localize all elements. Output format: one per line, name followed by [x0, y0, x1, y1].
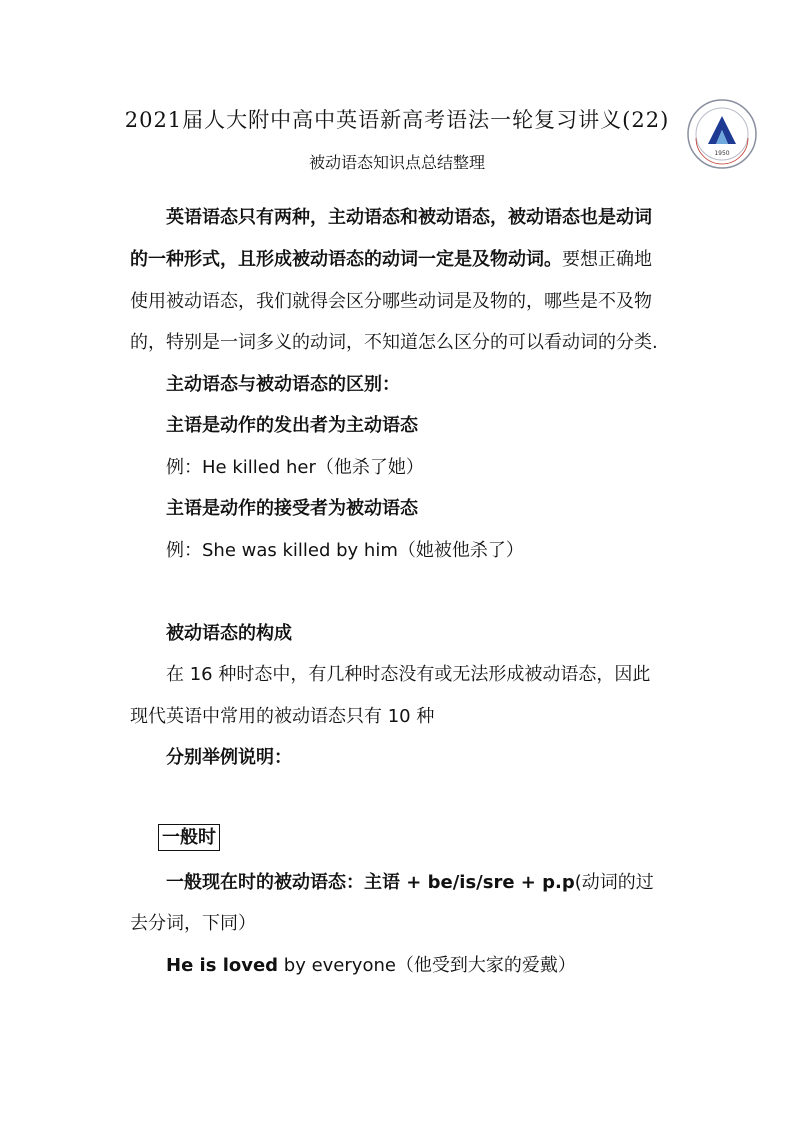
present-passive-example-rest: by everyone（他受到大家的爱戴） [278, 955, 576, 976]
present-passive-example-bold: He is loved [166, 955, 279, 976]
present-passive-rule-continued: 去分词，下同） [130, 913, 256, 934]
intro-line-4: 的，特别是一词多义的动词，不知道怎么区分的可以看动词的分类. [130, 332, 658, 353]
intro-line-2-rest: 要想正确地 [562, 249, 652, 270]
structure-line-1: 在 16 种时态中，有几种时态没有或无法形成被动语态，因此 [166, 664, 651, 685]
active-voice-example: 例：He killed her（他杀了她） [166, 457, 424, 478]
tense-label-box [158, 826, 220, 850]
logo-year: 1950 [714, 150, 730, 157]
intro-line-1: 英语语态只有两种，主动语态和被动语态，被动语态也是动词 [166, 207, 652, 228]
present-passive-rule-bold: 一般现在时的被动语态：主语 + be/is/sre + p.p [166, 872, 575, 893]
intro-line-3: 使用被动语态，我们就得会区分哪些动词是及物的，哪些是不及物 [130, 291, 652, 312]
active-voice-rule: 主语是动作的发出者为主动语态 [166, 415, 418, 436]
document-title-text: 2021届人大附中高中英语新高考语法一轮复习讲义(22) [124, 108, 670, 132]
present-passive-rule [166, 871, 654, 895]
intro-line-2 [130, 248, 652, 272]
document-title [0, 104, 794, 134]
present-passive-example [166, 954, 576, 978]
examples-heading: 分别举例说明： [166, 747, 292, 768]
difference-heading: 主动语态与被动语态的区别： [166, 374, 400, 395]
passive-voice-example: 例：She was killed by him（她被他杀了） [166, 540, 524, 561]
tense-label: 一般时 [158, 824, 220, 851]
structure-line-2: 现代英语中常用的被动语态只有 10 种 [130, 706, 435, 727]
present-passive-rule-rest: (动词的过 [574, 872, 654, 893]
document-subtitle: 被动语态知识点总结整理 [308, 153, 485, 172]
passive-voice-rule: 主语是动作的接受者为被动语态 [166, 498, 418, 519]
structure-heading: 被动语态的构成 [166, 623, 292, 644]
intro-line-2-bold: 的一种形式，且形成被动语态的动词一定是及物动词。 [130, 249, 562, 270]
